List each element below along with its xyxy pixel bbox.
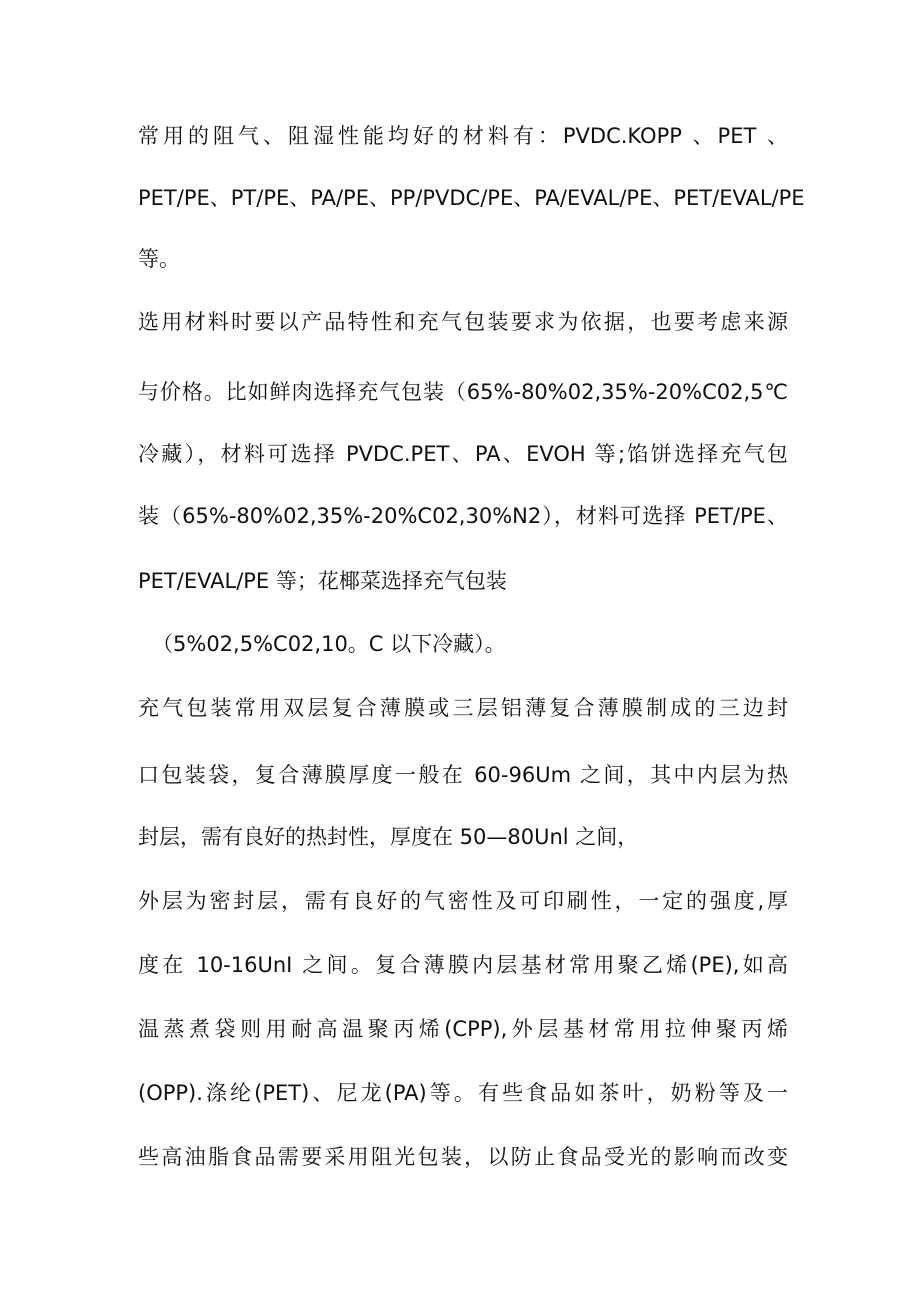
text-line: 充气包装常用双层复合薄膜或三层铝薄复合薄膜制成的三边封	[138, 696, 788, 720]
text-line: 度在 10-16UnI 之间。复合薄膜内层基材常用聚乙烯(PE),如高	[138, 953, 788, 977]
text-line: 口包装袋，复合薄膜厚度一般在 60-96Um 之间，其中内层为热	[138, 763, 788, 787]
text-line: （5%02,5%C02,10。C 以下冷藏）。	[152, 632, 506, 656]
text-line: 外层为密封层，需有良好的气密性及可印刷性，一定的强度,厚	[138, 889, 788, 913]
text-line: 冷藏），材料可选择 PVDC.PET、PA、EVOH 等;馅饼选择充气包	[138, 442, 788, 466]
text-line: 等。	[138, 247, 180, 271]
text-line: 些高油脂食品需要采用阻光包装，以防止食品受光的影响而改变	[138, 1145, 788, 1169]
text-line: 常用的阻气、阻湿性能均好的材料有：PVDC.KOPP 、PET 、	[138, 124, 788, 148]
text-line: 温蒸煮袋则用耐高温聚丙烯(CPP),外层基材常用拉伸聚丙烯	[138, 1017, 788, 1041]
text-line: PET/EVAL/PE 等；花椰菜选择充气包装	[138, 569, 507, 593]
text-line: 封层，需有良好的热封性，厚度在 50—80Unl 之间，	[138, 825, 639, 849]
text-line: 装（65%-80%02,35%-20%C02,30%N2），材料可选择 PET/PE、	[138, 504, 788, 528]
text-line: (OPP).涤纶(PET)、尼龙(PA)等。有些食品如茶叶，奶粉等及一	[138, 1081, 788, 1105]
text-line: PET/PE、PT/PE、PA/PE、PP/PVDC/PE、PA/EVAL/PE、PET/EVAL/PE	[138, 186, 805, 210]
text-line: 与价格。比如鲜肉选择充气包装（65%-80%02,35%-20%C02,5℃	[138, 380, 788, 404]
text-line: 选用材料时要以产品特性和充气包装要求为依据，也要考虑来源	[138, 310, 788, 334]
